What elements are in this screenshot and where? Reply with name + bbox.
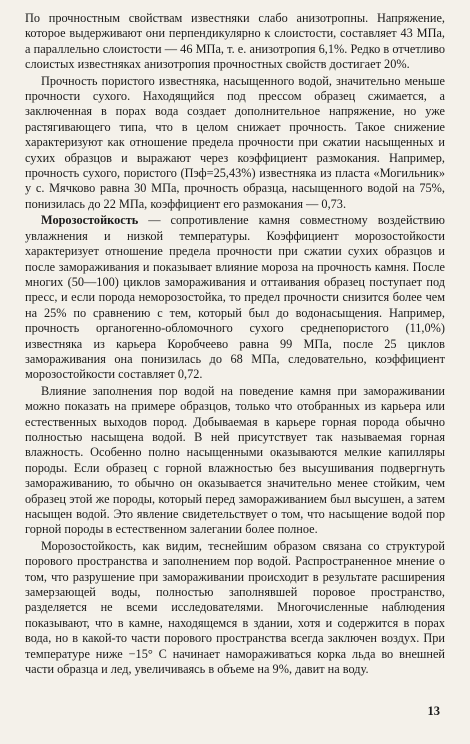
paragraph-pore-structure: Морозостойкость, как видим, теснейшим образом связана со структурой порового пространства и заполнением пор водой. Распространенное мнение о том, что разрушение при замораживании происходит в результате расширения замерзающей воды, полностью заполнявшей поровое пространство, разделяется не всеми исследователями. Многочисленные наблюдения показывают, что в камне, находящемся в здании, хотя и содержится в порах вода, но в какой-то части порового пространства всегда заключен воздух. При температуре ниже −15° С начинает намораживаться корка льда во внешней части образца и лед, увеличиваясь в объеме на 9%, давит на воду. — [25, 538, 445, 677]
term-frost-resistance: Морозостойкость — [41, 213, 139, 228]
paragraph-frost-resistance-text: — сопротивление камня совместному воздействию увлажнения и низкой температуры. Коэффициент морозостойкости характеризует отношение предела прочности при сжатии сухих образцов и после замораживания и показывает влияние мороза на прочность камня. После многих (50—100) циклов замораживания и оттаивания образец поступает под пресс, и если порода неморозостойка, то предел прочности снизится более чем на 25% по сравнению с тем, который был до водонасыщения. Например, прочность органогенно-обломочного сухого среднепористого (11,0%) известняка из карьера Коробчеево равна 99 МПа, после 25 циклов замораживания она понизилась до 68 МПа, следовательно, коэффициент морозостойкости составляет 0,72. — [25, 213, 445, 382]
document-page — [25, 11, 445, 677]
paragraph-wet-strength: Прочность пористого известняка, насыщенного водой, значительно меньше прочности сухого. Находящийся под прессом образец сжимается, а заключенная в порах вода создает дополнительное напряжение, но уже растягивающего типа, что в целом снижает прочность. Такое снижение характеризуют как отношение предела прочности при сжатии насыщенных и сухих образцов и выражают через коэффициент размокания. Например, прочность сухого, пористого (Пэф=25,43%) известняка из пласта «Могильник» у с. Мячково равна 30 МПа, прочность образца, насыщенного водой на 75%, понизилась до 22 МПа, коэффициент его размокания — 0,73. — [25, 73, 445, 211]
paragraph-frost-resistance — [25, 213, 445, 382]
paragraph-anisotropy: По прочностным свойствам известняки слабо анизотропны. Напряжение, которое выдерживают они перпендикулярно к слоистости, составляет 43 МПа, а параллельно слоистости — 46 МПа, т. е. анизотропия 6,1%. Редко в отчетливо слоистых известняках анизотропия прочностных свойств достигает 20%. — [25, 11, 445, 72]
page-number: 13 — [427, 704, 440, 718]
paragraph-water-filling: Влияние заполнения пор водой на поведение камня при замораживании можно показать на примере образцов, только что отобранных из карьера или естественных выходов пород. Добываемая в карьере горная порода обычно полностью насыщена водой. В ней присутствует так называемая горная влажность. Особенно полно насыщенными оказываются мелкие капилляры породы. Если образец с горной влажностью без высушивания подвергнуть замораживанию, то обычно он оказывается значительно менее стойким, чем образец этой же породы, который перед замораживанием был высушен, а затем насыщен водой. Это явление свидетельствует о том, что насыщение водой пор горной породы в естественном залегании более полное. — [25, 383, 445, 537]
